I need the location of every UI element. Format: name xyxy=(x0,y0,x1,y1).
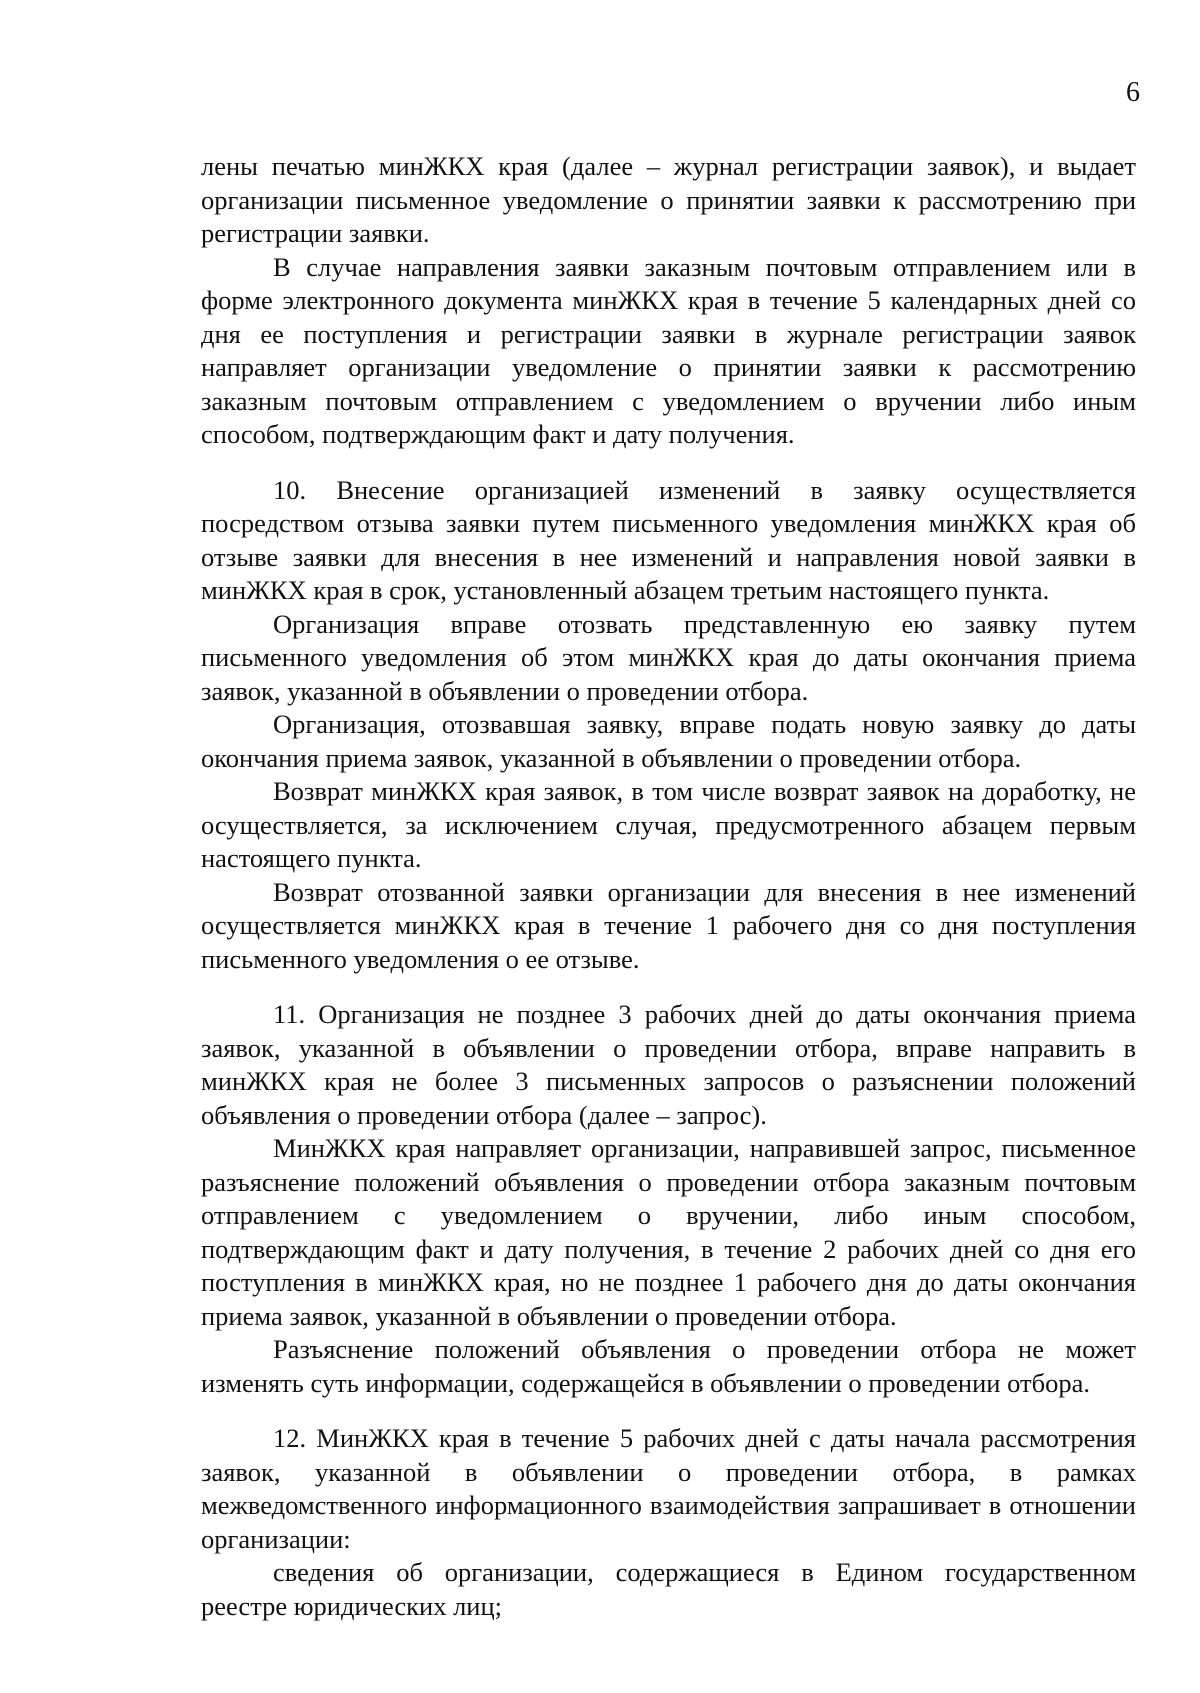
paragraph-mail-notice: В случае направления заявки заказным почтовым отправлением или в форме электронного документа минЖКХ края в течение 5 календарных дней со дня ее поступления и регистрации заявки в журнале регистрации заявок направляет организации уведомление о принятии заявки к рассмотрению заказным почтовым отправлением с уведомлением о вручении либо иным способом, подтверждающим факт и дату получения. xyxy=(201,251,1136,449)
paragraph-clarification-reply: МинЖКХ края направляет организации, направившей запрос, письменное разъяснение положений объявления о проведении отбора заказным почтовым отправлением с уведомлением о вручении, либо иным способом, подтверждающим факт и дату получения, в течение 2 рабочих дней со дня его поступления в минЖКХ края, но не позднее 1 рабочего дня до даты окончания приема заявок, указанной в объявлении о проведении отбора. xyxy=(201,1133,1136,1331)
paragraph-no-return: Возврат минЖКХ края заявок, в том числе возврат заявок на доработку, не осуществляется, за исключением случая, предусмотренного абзацем первым настоящего пункта. xyxy=(201,776,1136,873)
paragraph-withdraw-right: Организация вправе отозвать представленную ею заявку путем письменного уведомления об этом минЖКХ края до даты окончания приема заявок, указанной в объявлении о проведении отбора. xyxy=(201,608,1136,706)
page-number: 6 xyxy=(1126,77,1140,108)
paragraph-new-application: Организация, отозвавшая заявку, вправе подать новую заявку до даты окончания приема заявок, указанной в объявлении о проведении отбора. xyxy=(201,709,1136,773)
paragraph-clause-10: 10. Внесение организацией изменений в заявку осуществляется посредством отзыва заявки путем письменного уведомления минЖКХ края об отзыве заявки для внесения в нее изменений и направления новой заявки в минЖКХ края в срок, установленный абзацем третьим настоящего пункта. xyxy=(201,474,1136,605)
paragraph-continuation: лены печатью минЖКХ края (далее – журнал регистрации заявок), и выдает организации письменное уведомление о принятии заявки к рассмотрению при регистрации заявки. xyxy=(201,151,1136,248)
paragraph-clause-11: 11. Организация не позднее 3 рабочих дней до даты окончания приема заявок, указанной в объявлении о проведении отбора, вправе направить в минЖКХ края не более 3 письменных запросов о разъяснении положений объявления о проведении отбора (далее – запрос). xyxy=(201,999,1136,1130)
document-body xyxy=(201,150,1136,1623)
paragraph-clarification-limit: Разъяснение положений объявления о проведении отбора не может изменять суть информации, содержащейся в объявлении о проведении отбора. xyxy=(201,1334,1136,1398)
paragraph-return-withdrawn: Возврат отозванной заявки организации для внесения в нее изменений осуществляется минЖКХ края в течение 1 рабочего дня со дня поступления письменного уведомления о ее отзыве. xyxy=(201,876,1136,974)
paragraph-egrul-info: сведения об организации, содержащиеся в Едином государственном реестре юридических лиц; xyxy=(201,1557,1136,1621)
paragraph-clause-12: 12. МинЖКХ края в течение 5 рабочих дней с даты начала рассмотрения заявок, указанной в объявлении о проведении отбора, в рамках межведомственного информационного взаимодействия запрашивает в отношении организации: xyxy=(201,1423,1136,1554)
